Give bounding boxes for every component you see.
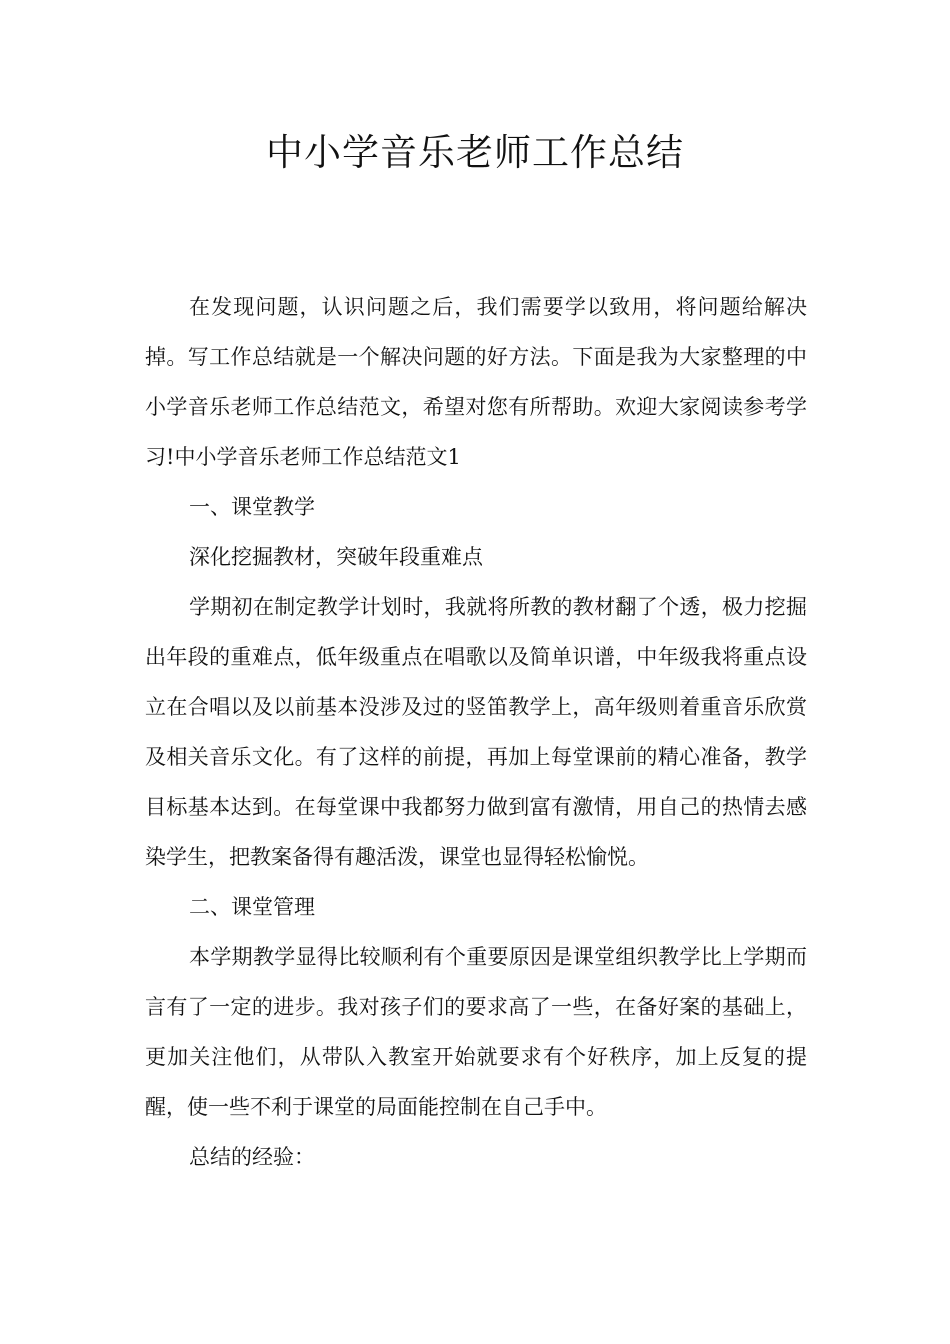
subheading-textbook: 深化挖掘教材，突破年段重难点	[189, 545, 483, 569]
section-heading-classroom-teaching: 一、课堂教学	[189, 495, 315, 519]
management-paragraph: 本学期教学显得比较顺利有个重要原因是课堂组织教学比上学期而言有了一定的进步。我对孩子们的要求高了一些，在备好案的基础上，更加关注他们，从带队入教室开始就要求有个好秩序，加上反复的提醒，使一些不利于课堂的局面能控制在自己手中。	[145, 945, 807, 1119]
intro-paragraph: 在发现问题，认识问题之后，我们需要学以致用，将问题给解决掉。写工作总结就是一个解决问题的好方法。下面是我为大家整理的中小学音乐老师工作总结范文，希望对您有所帮助。欢迎大家阅读参考学习!中小学音乐老师工作总结范文1	[145, 295, 807, 469]
document-title: 中小学音乐老师工作总结	[266, 131, 684, 174]
section-heading-classroom-management: 二、课堂管理	[189, 895, 315, 919]
teaching-paragraph: 学期初在制定教学计划时，我就将所教的教材翻了个透，极力挖掘出年段的重难点，低年级重点在唱歌以及简单识谱，中年级我将重点设立在合唱以及以前基本没涉及过的竖笛教学上，高年级则着重音乐欣赏及相关音乐文化。有了这样的前提，再加上每堂课前的精心准备，教学目标基本达到。在每堂课中我都努力做到富有激情，用自己的热情去感染学生，把教案备得有趣活泼，课堂也显得轻松愉悦。	[145, 595, 807, 869]
experience-heading: 总结的经验：	[189, 1145, 315, 1169]
document-body	[145, 282, 807, 1182]
